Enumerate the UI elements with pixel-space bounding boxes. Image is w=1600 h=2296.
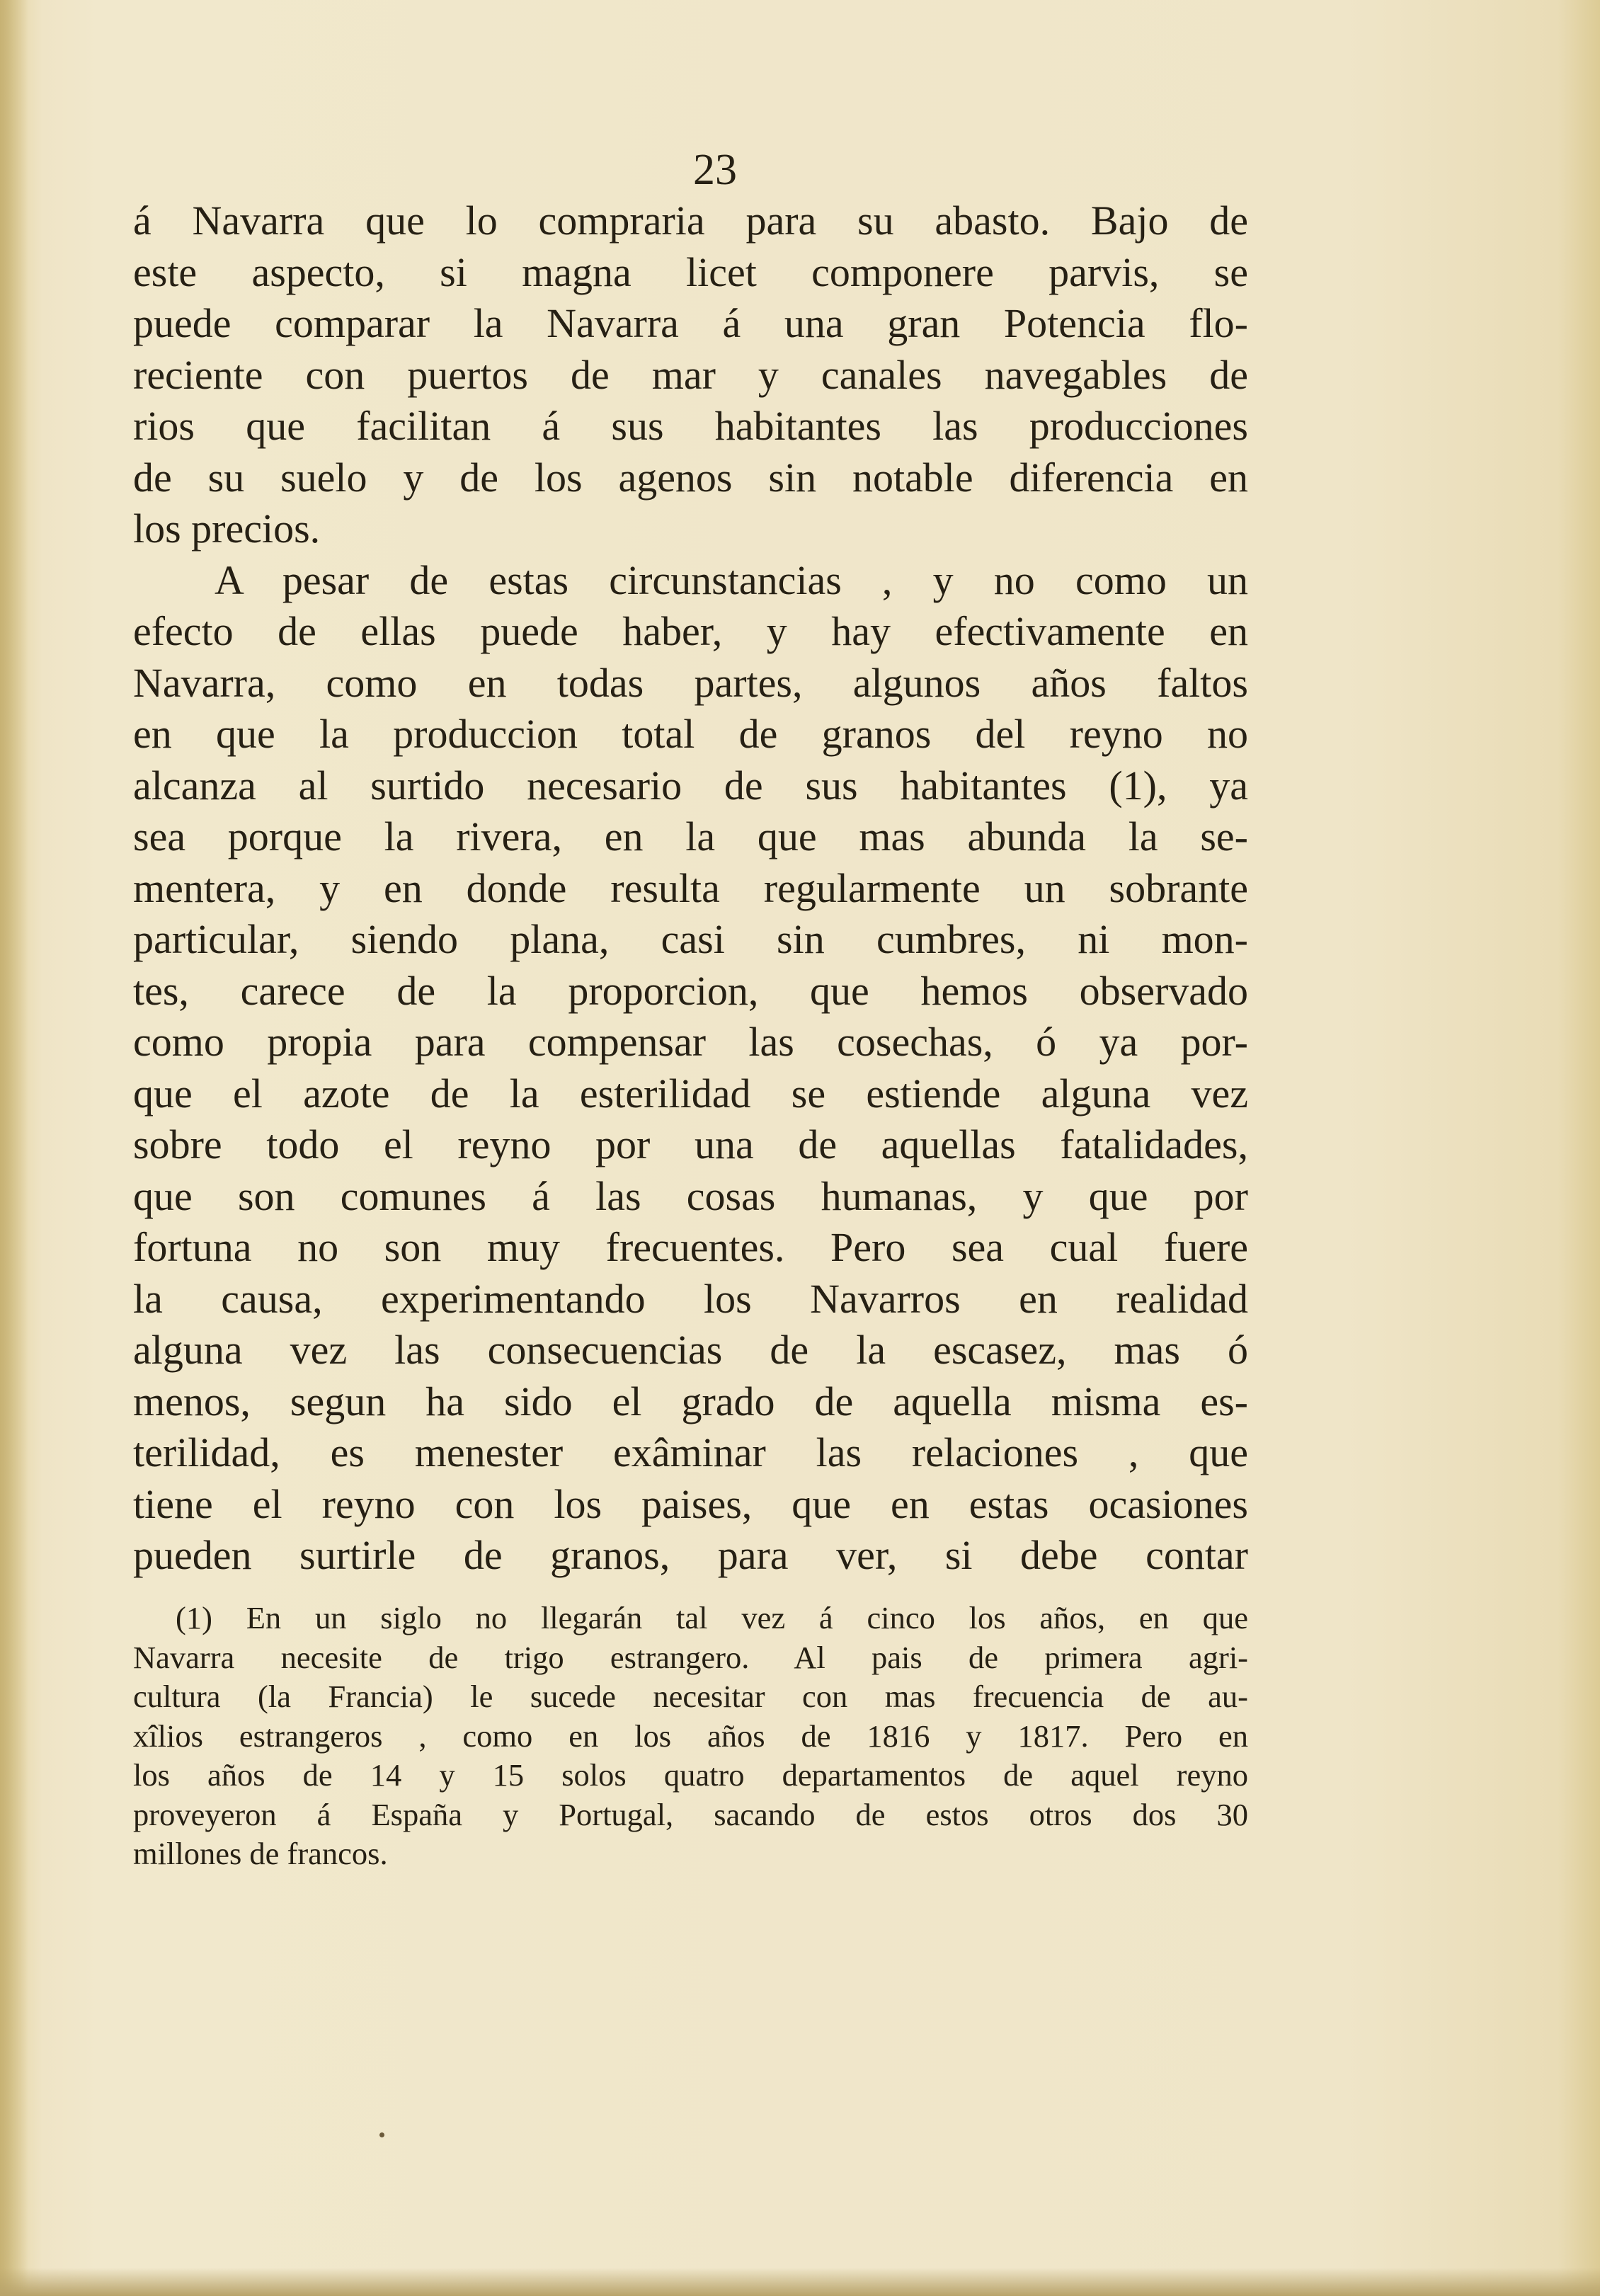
- text-line: fortuna no son muy frecuentes. Pero sea cual fuere: [133, 1224, 1248, 1270]
- text-line: efecto de ellas puede haber, y hay efectivamente en: [133, 608, 1248, 654]
- text-line: sea porque la rivera, en la que mas abunda la se-: [133, 813, 1248, 859]
- text-line: mentera, y en donde resulta regularmente un sobrante: [133, 864, 1248, 911]
- text-line: que son comunes á las cosas humanas, y que por: [133, 1172, 1248, 1219]
- text-line: tiene el reyno con los paises, que en estas ocasiones: [133, 1480, 1248, 1527]
- text-line: en que la produccion total de granos del reyno no: [133, 711, 1248, 757]
- footnote-line: xîlios estrangeros , como en los años de 1816 y 1817. Pero en: [133, 1718, 1248, 1754]
- text-line: terilidad, es menester exâminar las relaciones , que: [133, 1429, 1248, 1475]
- text-line: de su suelo y de los agenos sin notable diferencia en: [133, 454, 1248, 501]
- text-line: á Navarra que lo compraria para su abasto. Bajo de: [133, 198, 1248, 244]
- text-line: reciente con puertos de mar y canales navegables de: [133, 351, 1248, 398]
- body-text: [133, 195, 1248, 1582]
- text-line: este aspecto, si magna licet componere parvis, se: [133, 249, 1248, 295]
- footnote-line: cultura (la Francia) le sucede necesitar con mas frecuencia de au-: [133, 1679, 1248, 1714]
- footnote-line: Navarra necesite de trigo estrangero. Al pais de primera agri-: [133, 1639, 1248, 1675]
- page-bottom-edge: [0, 2268, 1600, 2296]
- footnote-line: millones de francos.: [133, 1836, 388, 1871]
- text-line: sobre todo el reyno por una de aquellas fatalidades,: [133, 1121, 1248, 1167]
- text-line: A pesar de estas circunstancias , y no como un: [215, 556, 1248, 603]
- paper-speck: [379, 2132, 384, 2137]
- text-line: Navarra, como en todas partes, algunos años faltos: [133, 659, 1248, 706]
- text-line: tes, carece de la proporcion, que hemos observado: [133, 967, 1248, 1014]
- text-line: que el azote de la esterilidad se estiende alguna vez: [133, 1070, 1248, 1116]
- text-line: puede comparar la Navarra á una gran Potencia flo-: [133, 300, 1248, 346]
- footnote-block: [133, 1599, 1248, 1874]
- text-line: alcanza al surtido necesario de sus habitantes (1), ya: [133, 762, 1248, 809]
- footnote-line: (1) En un siglo no llegarán tal vez á cinco los años, en que: [176, 1600, 1248, 1635]
- text-line: pueden surtirle de granos, para ver, si debe contar: [133, 1532, 1248, 1578]
- page-number: 23: [693, 146, 737, 194]
- text-line: menos, segun ha sido el grado de aquella misma es-: [133, 1378, 1248, 1424]
- text-line: como propia para compensar las cosechas, ó ya por-: [133, 1019, 1248, 1065]
- text-line: la causa, experimentando los Navarros en realidad: [133, 1275, 1248, 1322]
- footnote-line: los años de 14 y 15 solos quatro departamentos de aquel reyno: [133, 1757, 1248, 1793]
- text-line: alguna vez las consecuencias de la escasez, mas ó: [133, 1327, 1248, 1373]
- page-gutter-shadow: [0, 0, 28, 2296]
- footnote-line: proveyeron á España y Portugal, sacando de estos otros dos 30: [133, 1796, 1248, 1832]
- text-line: particular, siendo plana, casi sin cumbres, ni mon-: [133, 916, 1248, 962]
- text-line: rios que facilitan á sus habitantes las producciones: [133, 403, 1248, 449]
- text-line: los precios.: [133, 506, 321, 552]
